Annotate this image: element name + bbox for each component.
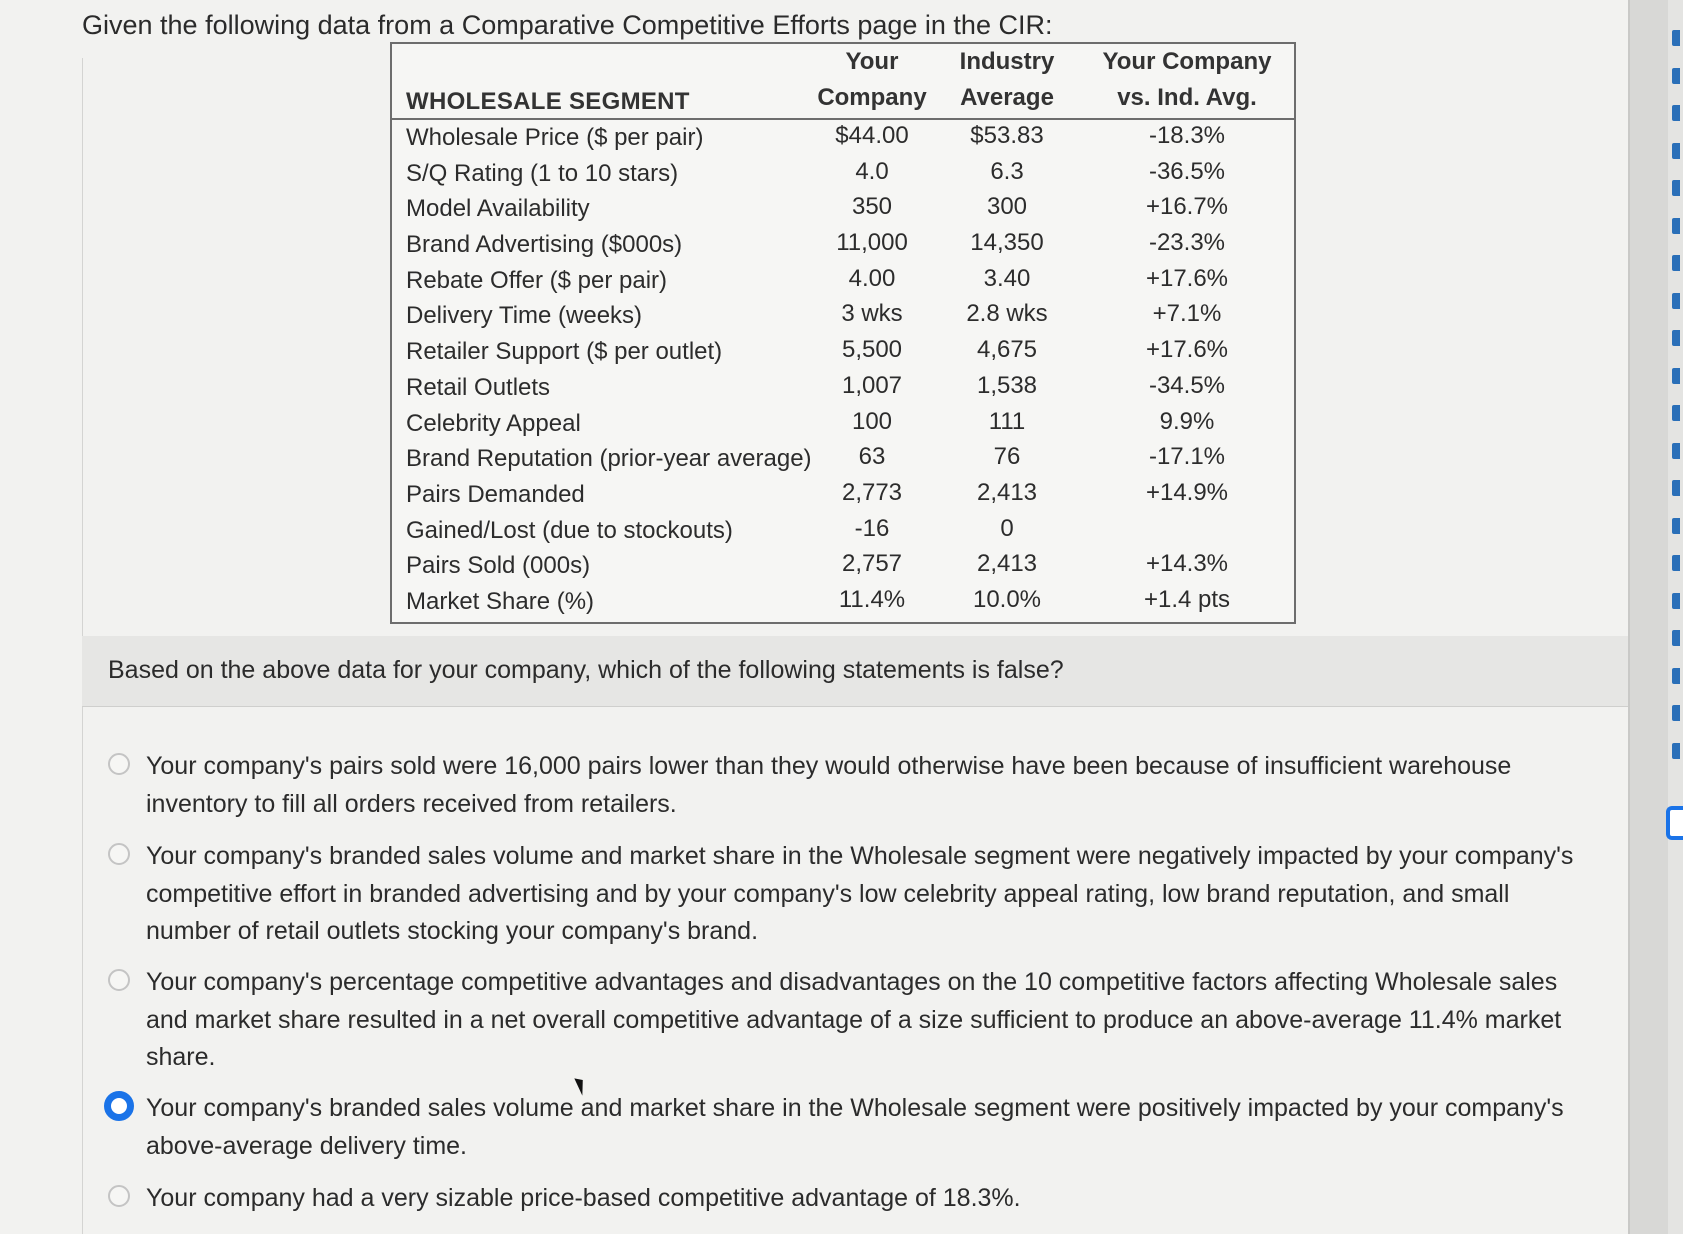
table-row [392,477,1294,513]
answer-option-text: Your company's branded sales volume and market share in the Wholesale segment were negatively impacted by your company's competitive effort in branded advertising and by your company's low celebrity appeal rating, low brand reputation, and small number of retail outlets stocking your company's brand. [146,842,1574,945]
row-vs-average-value: +14.3% [1145,550,1229,578]
table-row [392,298,1294,334]
row-industry-average-value: 14,350 [970,229,1044,257]
row-your-company-value: 100 [851,407,893,435]
question-marker-icon[interactable] [1672,368,1680,384]
table-row [392,406,1294,442]
row-your-company-value: 2,773 [841,478,903,506]
row-label: Rebate Offer ($ per pair) [406,266,668,294]
row-vs-average-value: +7.1% [1152,300,1222,328]
row-vs-average-value: -23.3% [1148,229,1226,257]
radio-unselected-icon[interactable] [108,1185,130,1207]
table-row [392,334,1294,370]
question-marker-icon[interactable] [1672,630,1680,646]
radio-unselected-icon[interactable] [108,969,130,991]
table-row [392,191,1294,227]
question-marker-icon[interactable] [1672,293,1680,309]
row-your-company-value: 2,757 [841,550,903,578]
row-label: Market Share (%) [406,587,595,615]
row-label: Model Availability [406,195,590,223]
prompt-text: Given the following data from a Comparative Competitive Efforts page in the CIR: [82,10,1053,40]
answer-option-text: Your company's percentage competitive advantages and disadvantages on the 10 competitive factors affecting Wholesale sales and market share resulted in a net overall competitive advantage of a size sufficient to produce an above-average 11.4% market share. [146,968,1562,1071]
table-row [392,584,1294,620]
question-band [82,636,1628,707]
row-your-company-value: $44.00 [835,122,909,149]
row-industry-average-value: $53.83 [970,122,1044,149]
question-text: Based on the above data for your company, which of the following statements is false? [108,656,1064,684]
row-vs-average-value: 9.9% [1159,407,1215,435]
row-industry-average-value: 2,413 [976,550,1038,578]
col-vs-average-header [1092,44,1282,116]
col-industry-average-line1: Industry [959,48,1055,75]
row-vs-average-value: -17.1% [1148,443,1226,471]
question-marker-icon[interactable] [1672,255,1680,271]
row-vs-average-value: -36.5% [1148,157,1226,185]
row-your-company-value: 350 [851,193,893,221]
table-header [392,44,1294,120]
answer-option-text: Your company's branded sales volume and market share in the Wholesale segment were positively impacted by your company's above-average delivery time. [146,1094,1564,1160]
question-marker-icon[interactable] [1672,555,1680,571]
row-label: Pairs Demanded [406,480,585,508]
question-marker-icon[interactable] [1672,743,1680,759]
row-label: S/Q Rating (1 to 10 stars) [406,159,679,187]
question-marker-icon[interactable] [1672,180,1680,196]
radio-unselected-icon[interactable] [108,753,130,775]
row-your-company-value: 11.4% [838,585,906,613]
col-your-company-header [812,44,932,116]
row-industry-average-value: 6.3 [990,157,1024,185]
question-marker-icon[interactable] [1672,218,1680,234]
question-marker-icon[interactable] [1672,480,1680,496]
row-vs-average-value: +17.6% [1145,336,1229,364]
row-label: Wholesale Price ($ per pair) [406,124,704,151]
question-marker-icon[interactable] [1672,405,1680,421]
row-label: Retailer Support ($ per outlet) [406,338,723,366]
radio-selected-icon[interactable] [104,1091,134,1121]
row-your-company-value: 4.0 [855,157,889,185]
question-marker-icon[interactable] [1672,105,1680,121]
table-row [392,156,1294,192]
col-your-company-line2: Company [817,84,927,111]
answer-option-1[interactable] [108,748,1598,823]
question-marker-icon[interactable] [1672,668,1680,684]
row-vs-average-value: +16.7% [1145,193,1229,221]
question-marker-icon[interactable] [1672,705,1680,721]
row-your-company-value: 1,007 [841,371,903,399]
table-row [392,263,1294,299]
row-industry-average-value: 2.8 wks [966,300,1048,328]
row-label: Brand Advertising ($000s) [406,231,683,259]
col-industry-average-line2: Average [960,84,1054,111]
row-label: Delivery Time (weeks) [406,302,643,330]
table-row [392,513,1294,549]
row-label: Pairs Sold (000s) [406,552,591,580]
row-label: Retail Outlets [406,373,551,401]
answer-option-3[interactable] [108,964,1598,1077]
answer-option-2[interactable] [108,838,1598,951]
answer-option-text: Your company had a very sizable price-based competitive advantage of 18.3%. [146,1184,1021,1212]
table-row [392,548,1294,584]
row-vs-average-value: +17.6% [1145,264,1229,292]
table-body [392,120,1294,620]
col-vs-average-line2: vs. Ind. Avg. [1117,84,1257,111]
row-your-company-value: 4.00 [848,264,896,292]
row-vs-average-value: +1.4 pts [1143,585,1231,613]
competitive-efforts-table [390,42,1296,624]
question-marker-icon[interactable] [1672,443,1680,459]
row-your-company-value: 63 [858,443,886,471]
row-industry-average-value: 0 [1000,514,1014,542]
row-industry-average-value: 3.40 [983,264,1031,292]
question-marker-icon[interactable] [1672,30,1680,46]
table-row [392,227,1294,263]
row-industry-average-value: 76 [993,443,1021,471]
radio-unselected-icon[interactable] [108,843,130,865]
row-your-company-value: 5,500 [841,336,903,364]
row-industry-average-value: 111 [988,407,1026,435]
row-label: Brand Reputation (prior-year average) [406,445,812,473]
row-your-company-value: 11,000 [836,229,908,257]
row-industry-average-value: 2,413 [976,478,1038,506]
question-marker-icon[interactable] [1672,330,1680,346]
col-industry-average-header [947,44,1067,116]
segment-header: WHOLESALE SEGMENT [406,88,690,115]
row-your-company-value: 3 wks [841,300,903,328]
answer-option-4[interactable] [108,1090,1598,1165]
answer-option-text: Your company's pairs sold were 16,000 pairs lower than they would otherwise have been because of insufficient warehouse inventory to fill all orders received from retailers. [146,752,1512,818]
row-label: Gained/Lost (due to stockouts) [406,516,733,544]
row-your-company-value: -16 [854,514,890,542]
row-vs-average-value: -18.3% [1148,122,1226,149]
table-row [392,441,1294,477]
table-row [392,120,1294,156]
answer-option-5[interactable] [108,1180,1598,1218]
row-industry-average-value: 10.0% [972,585,1042,613]
question-marker-icon[interactable] [1672,68,1680,84]
question-marker-icon[interactable] [1672,143,1680,159]
table-row [392,370,1294,406]
col-vs-average-line1: Your Company [1102,48,1272,75]
question-marker-icon[interactable] [1672,593,1680,609]
current-question-marker-icon[interactable] [1666,806,1683,840]
row-industry-average-value: 4,675 [976,336,1038,364]
col-your-company-line1: Your [845,48,899,75]
row-label: Celebrity Appeal [406,409,581,437]
row-industry-average-value: 1,538 [976,371,1038,399]
question-marker-icon[interactable] [1672,518,1680,534]
row-vs-average-value: -34.5% [1148,371,1226,399]
row-vs-average-value: +14.9% [1145,478,1229,506]
row-industry-average-value: 300 [986,193,1028,221]
